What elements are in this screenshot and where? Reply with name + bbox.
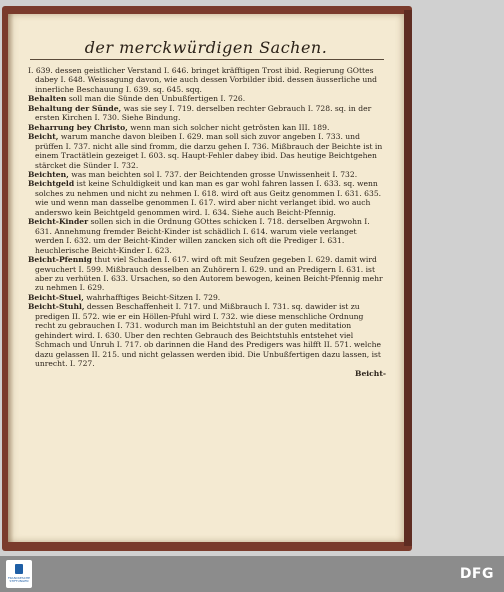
running-head: der merckwürdigen Sachen. — [84, 38, 328, 57]
index-entry-text: soll man die Sünde den Unbußfertigen I. 726. — [66, 94, 246, 104]
dfg-logo[interactable]: DFG — [459, 566, 494, 582]
page-gutter-shadow — [8, 14, 14, 542]
catchword: Beicht- — [355, 368, 386, 378]
index-entry-keyword: Behaltung der Sünde, — [28, 103, 122, 113]
index-entry-text: dessen Beschaffenheit I. 717. und Mißbrauch I. 731. sq. dawider ist zu predigen II. 572. wie er ein Höllen-Pfuhl wird I. 732. wie diese menschliche Ordnung recht zu gebrauchen I. 731. wodurch man im Beichtstuhl an der guten meditation gehindert wird. I. 630. Uber den rechten Gebrauch des Beichtstuhls entstehet viel Schmach und Unruh I. 717. ob darinnen die Hand des Predigers was hilfft II. 571. welche dazu gelassen II. 215. und nicht gelassen werden ibid. Die Unbußfertigen dazu lassen, ist unrecht. I. 727. — [35, 302, 381, 369]
index-entry-text: sollen sich in die Ordnung GOttes schicken I. 718. derselben Argwohn I. 631. Annehmung fremder Beicht-Kinder ist schädlich I. 614. warum viele verlanget werden I. 632. um der Beicht-Kinder willen zancken sich oft die Prediger I. 631. heuchlerische Beicht-Kinder I. 623. — [35, 217, 370, 255]
index-entry-keyword: Beichtgeld — [28, 179, 75, 189]
index-entry — [28, 302, 386, 368]
book-cover-edge — [404, 10, 412, 546]
index-entry — [28, 293, 386, 302]
index-entry-keyword: Beicht-Stuhl, — [28, 302, 85, 312]
index-entry-keyword: Beicht-Kinder — [28, 217, 89, 227]
index-entry-keyword: Beharrung bey Christo, — [28, 122, 128, 132]
index-entry — [28, 217, 386, 255]
index-body — [28, 66, 386, 378]
index-entry — [28, 123, 386, 132]
index-entry-text: wenn man sich solcher nicht getrösten kan III. 189. — [127, 122, 330, 132]
header-rule — [30, 59, 384, 60]
index-entry-text: was man beichten sol I. 737. der Beichtenden grosse Unwissenheit I. 732. — [68, 169, 358, 179]
library-logo-text: FRANCKESCHE STIFTUNGEN — [7, 576, 31, 584]
index-entry — [28, 179, 386, 217]
index-entry — [28, 255, 386, 293]
index-entry — [28, 170, 386, 179]
index-entry-text: wahrhafftiges Beicht-Sitzen I. 729. — [83, 292, 221, 302]
index-entry-text: I. 639. dessen geistlicher Verstand I. 646. bringet kräfftigen Trost ibid. Regierung GOttes dabey I. 648. Weissagung davon, wie auch dessen Vorbilder ibid. dessen äusserliche und innerliche Beschauung I. 639. sq. 645. sqq. — [28, 66, 378, 94]
index-entry-text: was sie sey I. 719. derselben rechter Gebrauch I. 728. sq. in der ersten Kirchen I. 730. Siehe Bindung. — [35, 103, 372, 123]
index-entry — [28, 94, 386, 103]
viewer-footer — [0, 556, 504, 592]
index-entry — [28, 66, 386, 94]
index-entry-keyword: Beicht, — [28, 132, 59, 142]
index-entry-keyword: Beicht-Pfennig — [28, 255, 92, 265]
index-entry-text: thut viel Schaden I. 617. wird oft mit Seufzen gegeben I. 629. damit wird gewuchert I. 599. Mißbrauch desselben an Zuhörern I. 629. und an Predigern I. 631. ist aber zu verhüten I. 633. Ursachen, so den Autorem bewogen, keinen Beicht-Pfennig mehr zu nehmen I. 629. — [35, 255, 383, 293]
index-entry-keyword: Beicht-Stuel, — [28, 292, 84, 302]
library-logo[interactable] — [6, 560, 32, 588]
index-entry — [28, 104, 386, 123]
library-logo-icon — [15, 564, 23, 574]
index-entry — [28, 132, 386, 170]
index-entry-keyword: Behalten — [28, 94, 67, 104]
book-page — [8, 14, 404, 542]
index-entry-text: warum manche davon bleiben I. 629. man soll sich zuvor angeben I. 733. und prüffen I. 737. nicht alle sind fromm, die darzu gehen I. 736. Mißbrauch der Beichte ist in einem Tractätlein gezeiget I. 603. sq. Haupt-Fehler dabey ibid. Das heutige Beichtgehen stärcket die Sünder I. 732. — [35, 132, 383, 170]
index-entry-text: ist keine Schuldigkeit und kan man es gar wohl fahren lassen I. 633. sq. wenn solches zu nehmen und nicht zu nehmen I. 618. wird oft aus Geitz genommen I. 631. 635. wie und wenn man dasselbe genommen I. 617. wird aber nicht verlanget ibid. wo auch anderswo kein Beichtgeld genommen wird. I. 634. Siehe auch Beicht-Pfennig. — [35, 179, 382, 217]
index-entry-keyword: Beichten, — [28, 169, 69, 179]
